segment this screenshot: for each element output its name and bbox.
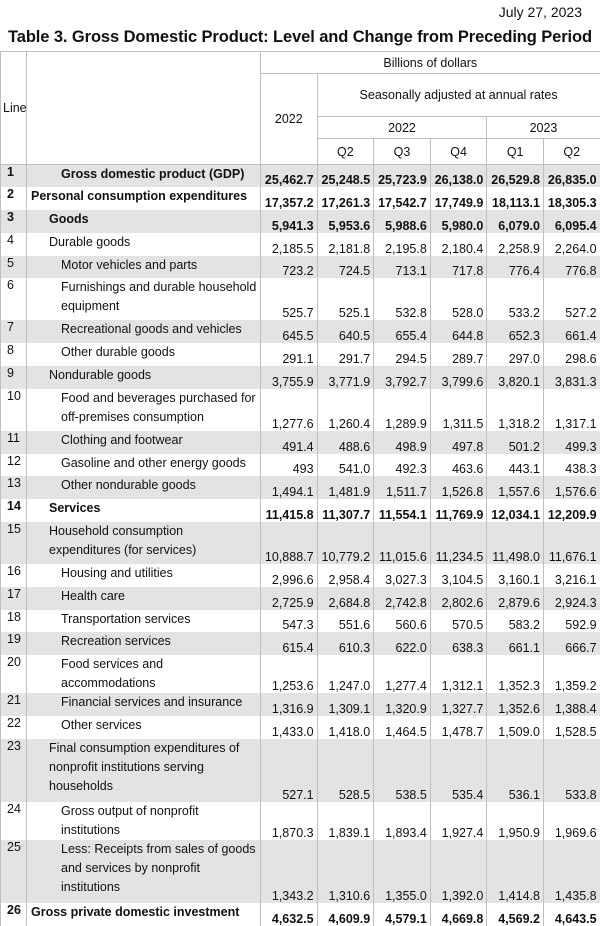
row-value: 1,511.7 bbox=[374, 476, 431, 499]
row-value: 560.6 bbox=[374, 610, 431, 633]
table-row bbox=[1, 610, 600, 633]
row-label: Gross domestic product (GDP) bbox=[27, 165, 261, 188]
row-value: 5,941.3 bbox=[261, 210, 318, 233]
row-value: 538.5 bbox=[374, 739, 431, 802]
row-value: 1,526.8 bbox=[430, 476, 487, 499]
row-label: Food and beverages purchased for off-premises consumption bbox=[27, 389, 261, 431]
row-value: 1,355.0 bbox=[374, 840, 431, 903]
row-value: 652.3 bbox=[487, 320, 544, 343]
row-value: 1,260.4 bbox=[317, 389, 374, 431]
year-2023-header: 2023 bbox=[487, 117, 600, 139]
row-label: Gross private domestic investment bbox=[27, 903, 261, 926]
row-label: Less: Receipts from sales of goods and services by nonprofit institutions bbox=[27, 840, 261, 903]
row-value: 17,749.9 bbox=[430, 187, 487, 210]
row-label: Final consumption expenditures of nonprofit institutions serving households bbox=[27, 739, 261, 802]
row-value: 533.2 bbox=[487, 278, 544, 320]
row-line-number: 17 bbox=[1, 587, 27, 610]
row-value: 11,307.7 bbox=[317, 499, 374, 522]
table-row bbox=[1, 802, 600, 840]
row-value: 1,253.6 bbox=[261, 655, 318, 693]
row-value: 17,261.3 bbox=[317, 187, 374, 210]
row-value: 3,820.1 bbox=[487, 366, 544, 389]
row-line-number: 26 bbox=[1, 903, 27, 926]
row-value: 12,209.9 bbox=[543, 499, 600, 522]
row-value: 661.1 bbox=[487, 632, 544, 655]
row-value: 297.0 bbox=[487, 343, 544, 366]
row-value: 2,264.0 bbox=[543, 233, 600, 256]
row-value: 291.1 bbox=[261, 343, 318, 366]
row-value: 1,320.9 bbox=[374, 693, 431, 716]
quarter-header: Q4 bbox=[430, 139, 487, 165]
row-value: 2,725.9 bbox=[261, 587, 318, 610]
row-value: 1,435.8 bbox=[543, 840, 600, 903]
table-row bbox=[1, 165, 600, 188]
row-value: 10,888.7 bbox=[261, 522, 318, 564]
row-value: 1,343.2 bbox=[261, 840, 318, 903]
row-value: 528.0 bbox=[430, 278, 487, 320]
row-value: 592.9 bbox=[543, 610, 600, 633]
row-value: 492.3 bbox=[374, 454, 431, 477]
row-value: 12,034.1 bbox=[487, 499, 544, 522]
row-value: 4,669.8 bbox=[430, 903, 487, 926]
row-value: 488.6 bbox=[317, 431, 374, 454]
row-value: 2,958.4 bbox=[317, 564, 374, 587]
row-value: 644.8 bbox=[430, 320, 487, 343]
row-line-number: 14 bbox=[1, 499, 27, 522]
row-value: 2,879.6 bbox=[487, 587, 544, 610]
row-value: 1,311.5 bbox=[430, 389, 487, 431]
table-row bbox=[1, 840, 600, 903]
row-value: 1,392.0 bbox=[430, 840, 487, 903]
row-line-number: 1 bbox=[1, 165, 27, 188]
row-value: 3,216.1 bbox=[543, 564, 600, 587]
row-line-number: 22 bbox=[1, 716, 27, 739]
row-label: Goods bbox=[27, 210, 261, 233]
row-value: 1,509.0 bbox=[487, 716, 544, 739]
row-value: 4,632.5 bbox=[261, 903, 318, 926]
row-line-number: 3 bbox=[1, 210, 27, 233]
row-value: 18,305.3 bbox=[543, 187, 600, 210]
row-label: Household consumption expenditures (for services) bbox=[27, 522, 261, 564]
row-value: 491.4 bbox=[261, 431, 318, 454]
quarter-header: Q3 bbox=[374, 139, 431, 165]
row-label: Gross output of nonprofit institutions bbox=[27, 802, 261, 840]
row-line-number: 20 bbox=[1, 655, 27, 693]
row-value: 443.1 bbox=[487, 454, 544, 477]
row-value: 528.5 bbox=[317, 739, 374, 802]
row-value: 11,498.0 bbox=[487, 522, 544, 564]
row-value: 615.4 bbox=[261, 632, 318, 655]
row-value: 4,579.1 bbox=[374, 903, 431, 926]
row-value: 1,359.2 bbox=[543, 655, 600, 693]
row-value: 547.3 bbox=[261, 610, 318, 633]
row-value: 25,723.9 bbox=[374, 165, 431, 188]
row-value: 583.2 bbox=[487, 610, 544, 633]
table-row bbox=[1, 278, 600, 320]
row-value: 26,835.0 bbox=[543, 165, 600, 188]
row-value: 1,927.4 bbox=[430, 802, 487, 840]
table-row bbox=[1, 499, 600, 522]
row-value: 776.8 bbox=[543, 256, 600, 279]
row-value: 11,769.9 bbox=[430, 499, 487, 522]
row-value: 1,312.1 bbox=[430, 655, 487, 693]
row-value: 535.4 bbox=[430, 739, 487, 802]
row-value: 622.0 bbox=[374, 632, 431, 655]
row-value: 655.4 bbox=[374, 320, 431, 343]
row-value: 1,893.4 bbox=[374, 802, 431, 840]
row-line-number: 5 bbox=[1, 256, 27, 279]
description-header bbox=[27, 52, 261, 165]
row-value: 666.7 bbox=[543, 632, 600, 655]
row-value: 1,557.6 bbox=[487, 476, 544, 499]
row-value: 11,676.1 bbox=[543, 522, 600, 564]
row-value: 298.6 bbox=[543, 343, 600, 366]
row-value: 1,352.6 bbox=[487, 693, 544, 716]
row-label: Recreation services bbox=[27, 632, 261, 655]
table-row bbox=[1, 210, 600, 233]
table-row bbox=[1, 903, 600, 926]
row-value: 717.8 bbox=[430, 256, 487, 279]
table-row bbox=[1, 655, 600, 693]
row-value: 723.2 bbox=[261, 256, 318, 279]
row-value: 1,464.5 bbox=[374, 716, 431, 739]
table-row bbox=[1, 454, 600, 477]
row-value: 11,554.1 bbox=[374, 499, 431, 522]
row-value: 1,414.8 bbox=[487, 840, 544, 903]
row-value: 1,839.1 bbox=[317, 802, 374, 840]
row-label: Clothing and footwear bbox=[27, 431, 261, 454]
row-value: 638.3 bbox=[430, 632, 487, 655]
row-label: Nondurable goods bbox=[27, 366, 261, 389]
table-row bbox=[1, 693, 600, 716]
row-label: Transportation services bbox=[27, 610, 261, 633]
row-label: Furnishings and durable household equipment bbox=[27, 278, 261, 320]
row-value: 3,755.9 bbox=[261, 366, 318, 389]
row-value: 724.5 bbox=[317, 256, 374, 279]
row-value: 25,462.7 bbox=[261, 165, 318, 188]
row-value: 525.1 bbox=[317, 278, 374, 320]
gdp-table bbox=[0, 51, 600, 926]
row-line-number: 15 bbox=[1, 522, 27, 564]
table-row bbox=[1, 343, 600, 366]
row-value: 4,643.5 bbox=[543, 903, 600, 926]
table-row bbox=[1, 256, 600, 279]
row-line-number: 2 bbox=[1, 187, 27, 210]
row-value: 4,609.9 bbox=[317, 903, 374, 926]
row-value: 1,327.7 bbox=[430, 693, 487, 716]
row-value: 1,481.9 bbox=[317, 476, 374, 499]
row-value: 2,258.9 bbox=[487, 233, 544, 256]
row-value: 10,779.2 bbox=[317, 522, 374, 564]
units-header: Billions of dollars bbox=[261, 52, 600, 74]
row-value: 5,953.6 bbox=[317, 210, 374, 233]
row-value: 3,160.1 bbox=[487, 564, 544, 587]
quarter-header: Q2 bbox=[543, 139, 600, 165]
row-value: 438.3 bbox=[543, 454, 600, 477]
row-value: 776.4 bbox=[487, 256, 544, 279]
row-value: 1,352.3 bbox=[487, 655, 544, 693]
row-value: 1,289.9 bbox=[374, 389, 431, 431]
row-value: 640.5 bbox=[317, 320, 374, 343]
row-value: 2,195.8 bbox=[374, 233, 431, 256]
row-value: 18,113.1 bbox=[487, 187, 544, 210]
row-value: 1,494.1 bbox=[261, 476, 318, 499]
row-value: 6,095.4 bbox=[543, 210, 600, 233]
table-row bbox=[1, 564, 600, 587]
row-value: 2,684.8 bbox=[317, 587, 374, 610]
row-value: 5,988.6 bbox=[374, 210, 431, 233]
row-value: 26,529.8 bbox=[487, 165, 544, 188]
row-line-number: 18 bbox=[1, 610, 27, 633]
row-label: Other services bbox=[27, 716, 261, 739]
row-line-number: 16 bbox=[1, 564, 27, 587]
row-line-number: 24 bbox=[1, 802, 27, 840]
row-value: 498.9 bbox=[374, 431, 431, 454]
row-line-number: 11 bbox=[1, 431, 27, 454]
row-value: 291.7 bbox=[317, 343, 374, 366]
row-value: 3,771.9 bbox=[317, 366, 374, 389]
table-row bbox=[1, 233, 600, 256]
row-label: Other nondurable goods bbox=[27, 476, 261, 499]
row-value: 3,104.5 bbox=[430, 564, 487, 587]
row-value: 17,542.7 bbox=[374, 187, 431, 210]
row-line-number: 9 bbox=[1, 366, 27, 389]
row-value: 1,950.9 bbox=[487, 802, 544, 840]
row-value: 11,415.8 bbox=[261, 499, 318, 522]
quarter-header: Q2 bbox=[317, 139, 374, 165]
row-value: 1,388.4 bbox=[543, 693, 600, 716]
table-body bbox=[1, 165, 600, 926]
table-row bbox=[1, 587, 600, 610]
row-value: 3,027.3 bbox=[374, 564, 431, 587]
row-line-number: 8 bbox=[1, 343, 27, 366]
row-value: 3,831.3 bbox=[543, 366, 600, 389]
row-value: 1,870.3 bbox=[261, 802, 318, 840]
row-line-number: 12 bbox=[1, 454, 27, 477]
row-value: 26,138.0 bbox=[430, 165, 487, 188]
row-value: 536.1 bbox=[487, 739, 544, 802]
row-value: 645.5 bbox=[261, 320, 318, 343]
row-value: 1,969.6 bbox=[543, 802, 600, 840]
table-row bbox=[1, 389, 600, 431]
row-value: 2,181.8 bbox=[317, 233, 374, 256]
row-value: 2,180.4 bbox=[430, 233, 487, 256]
row-value: 713.1 bbox=[374, 256, 431, 279]
row-value: 1,310.6 bbox=[317, 840, 374, 903]
row-value: 3,792.7 bbox=[374, 366, 431, 389]
row-line-number: 10 bbox=[1, 389, 27, 431]
row-value: 6,079.0 bbox=[487, 210, 544, 233]
row-value: 497.8 bbox=[430, 431, 487, 454]
row-label: Financial services and insurance bbox=[27, 693, 261, 716]
row-label: Gasoline and other energy goods bbox=[27, 454, 261, 477]
row-value: 5,980.0 bbox=[430, 210, 487, 233]
row-label: Motor vehicles and parts bbox=[27, 256, 261, 279]
quarter-header: Q1 bbox=[487, 139, 544, 165]
row-value: 527.2 bbox=[543, 278, 600, 320]
annual-2022-header: 2022 bbox=[261, 74, 318, 165]
row-value: 1,318.2 bbox=[487, 389, 544, 431]
row-value: 289.7 bbox=[430, 343, 487, 366]
row-value: 1,317.1 bbox=[543, 389, 600, 431]
row-value: 610.3 bbox=[317, 632, 374, 655]
row-value: 533.8 bbox=[543, 739, 600, 802]
row-value: 2,185.5 bbox=[261, 233, 318, 256]
row-value: 2,924.3 bbox=[543, 587, 600, 610]
row-label: Health care bbox=[27, 587, 261, 610]
row-value: 527.1 bbox=[261, 739, 318, 802]
row-line-number: 21 bbox=[1, 693, 27, 716]
row-label: Services bbox=[27, 499, 261, 522]
row-value: 2,996.6 bbox=[261, 564, 318, 587]
seasonal-header: Seasonally adjusted at annual rates bbox=[317, 74, 600, 117]
row-label: Other durable goods bbox=[27, 343, 261, 366]
row-value: 2,742.8 bbox=[374, 587, 431, 610]
row-value: 294.5 bbox=[374, 343, 431, 366]
table-row bbox=[1, 187, 600, 210]
row-label: Personal consumption expenditures bbox=[27, 187, 261, 210]
row-value: 463.6 bbox=[430, 454, 487, 477]
row-value: 525.7 bbox=[261, 278, 318, 320]
row-label: Durable goods bbox=[27, 233, 261, 256]
row-value: 501.2 bbox=[487, 431, 544, 454]
row-value: 1,528.5 bbox=[543, 716, 600, 739]
row-value: 1,316.9 bbox=[261, 693, 318, 716]
row-value: 551.6 bbox=[317, 610, 374, 633]
row-line-number: 19 bbox=[1, 632, 27, 655]
row-value: 570.5 bbox=[430, 610, 487, 633]
row-value: 17,357.2 bbox=[261, 187, 318, 210]
row-line-number: 4 bbox=[1, 233, 27, 256]
row-value: 493 bbox=[261, 454, 318, 477]
row-value: 1,433.0 bbox=[261, 716, 318, 739]
line-header: Line bbox=[1, 52, 27, 165]
row-value: 1,576.6 bbox=[543, 476, 600, 499]
row-line-number: 7 bbox=[1, 320, 27, 343]
table-row bbox=[1, 522, 600, 564]
row-line-number: 13 bbox=[1, 476, 27, 499]
row-value: 1,478.7 bbox=[430, 716, 487, 739]
row-value: 11,015.6 bbox=[374, 522, 431, 564]
table-title: Table 3. Gross Domestic Product: Level and Change from Preceding Period bbox=[8, 28, 592, 47]
row-value: 661.4 bbox=[543, 320, 600, 343]
row-value: 1,309.1 bbox=[317, 693, 374, 716]
row-line-number: 6 bbox=[1, 278, 27, 320]
row-value: 1,277.4 bbox=[374, 655, 431, 693]
row-value: 2,802.6 bbox=[430, 587, 487, 610]
row-value: 1,277.6 bbox=[261, 389, 318, 431]
row-value: 25,248.5 bbox=[317, 165, 374, 188]
report-date: July 27, 2023 bbox=[499, 4, 582, 20]
row-value: 541.0 bbox=[317, 454, 374, 477]
row-label: Food services and accommodations bbox=[27, 655, 261, 693]
table-row bbox=[1, 716, 600, 739]
row-value: 1,418.0 bbox=[317, 716, 374, 739]
table-row bbox=[1, 739, 600, 802]
year-2022-header: 2022 bbox=[317, 117, 487, 139]
row-line-number: 23 bbox=[1, 739, 27, 802]
row-value: 3,799.6 bbox=[430, 366, 487, 389]
row-value: 1,247.0 bbox=[317, 655, 374, 693]
row-value: 499.3 bbox=[543, 431, 600, 454]
row-label: Recreational goods and vehicles bbox=[27, 320, 261, 343]
table-row bbox=[1, 366, 600, 389]
table-row bbox=[1, 632, 600, 655]
table-row bbox=[1, 431, 600, 454]
row-value: 11,234.5 bbox=[430, 522, 487, 564]
table-row bbox=[1, 320, 600, 343]
row-line-number: 25 bbox=[1, 840, 27, 903]
row-value: 4,569.2 bbox=[487, 903, 544, 926]
row-value: 532.8 bbox=[374, 278, 431, 320]
table-row bbox=[1, 476, 600, 499]
row-label: Housing and utilities bbox=[27, 564, 261, 587]
